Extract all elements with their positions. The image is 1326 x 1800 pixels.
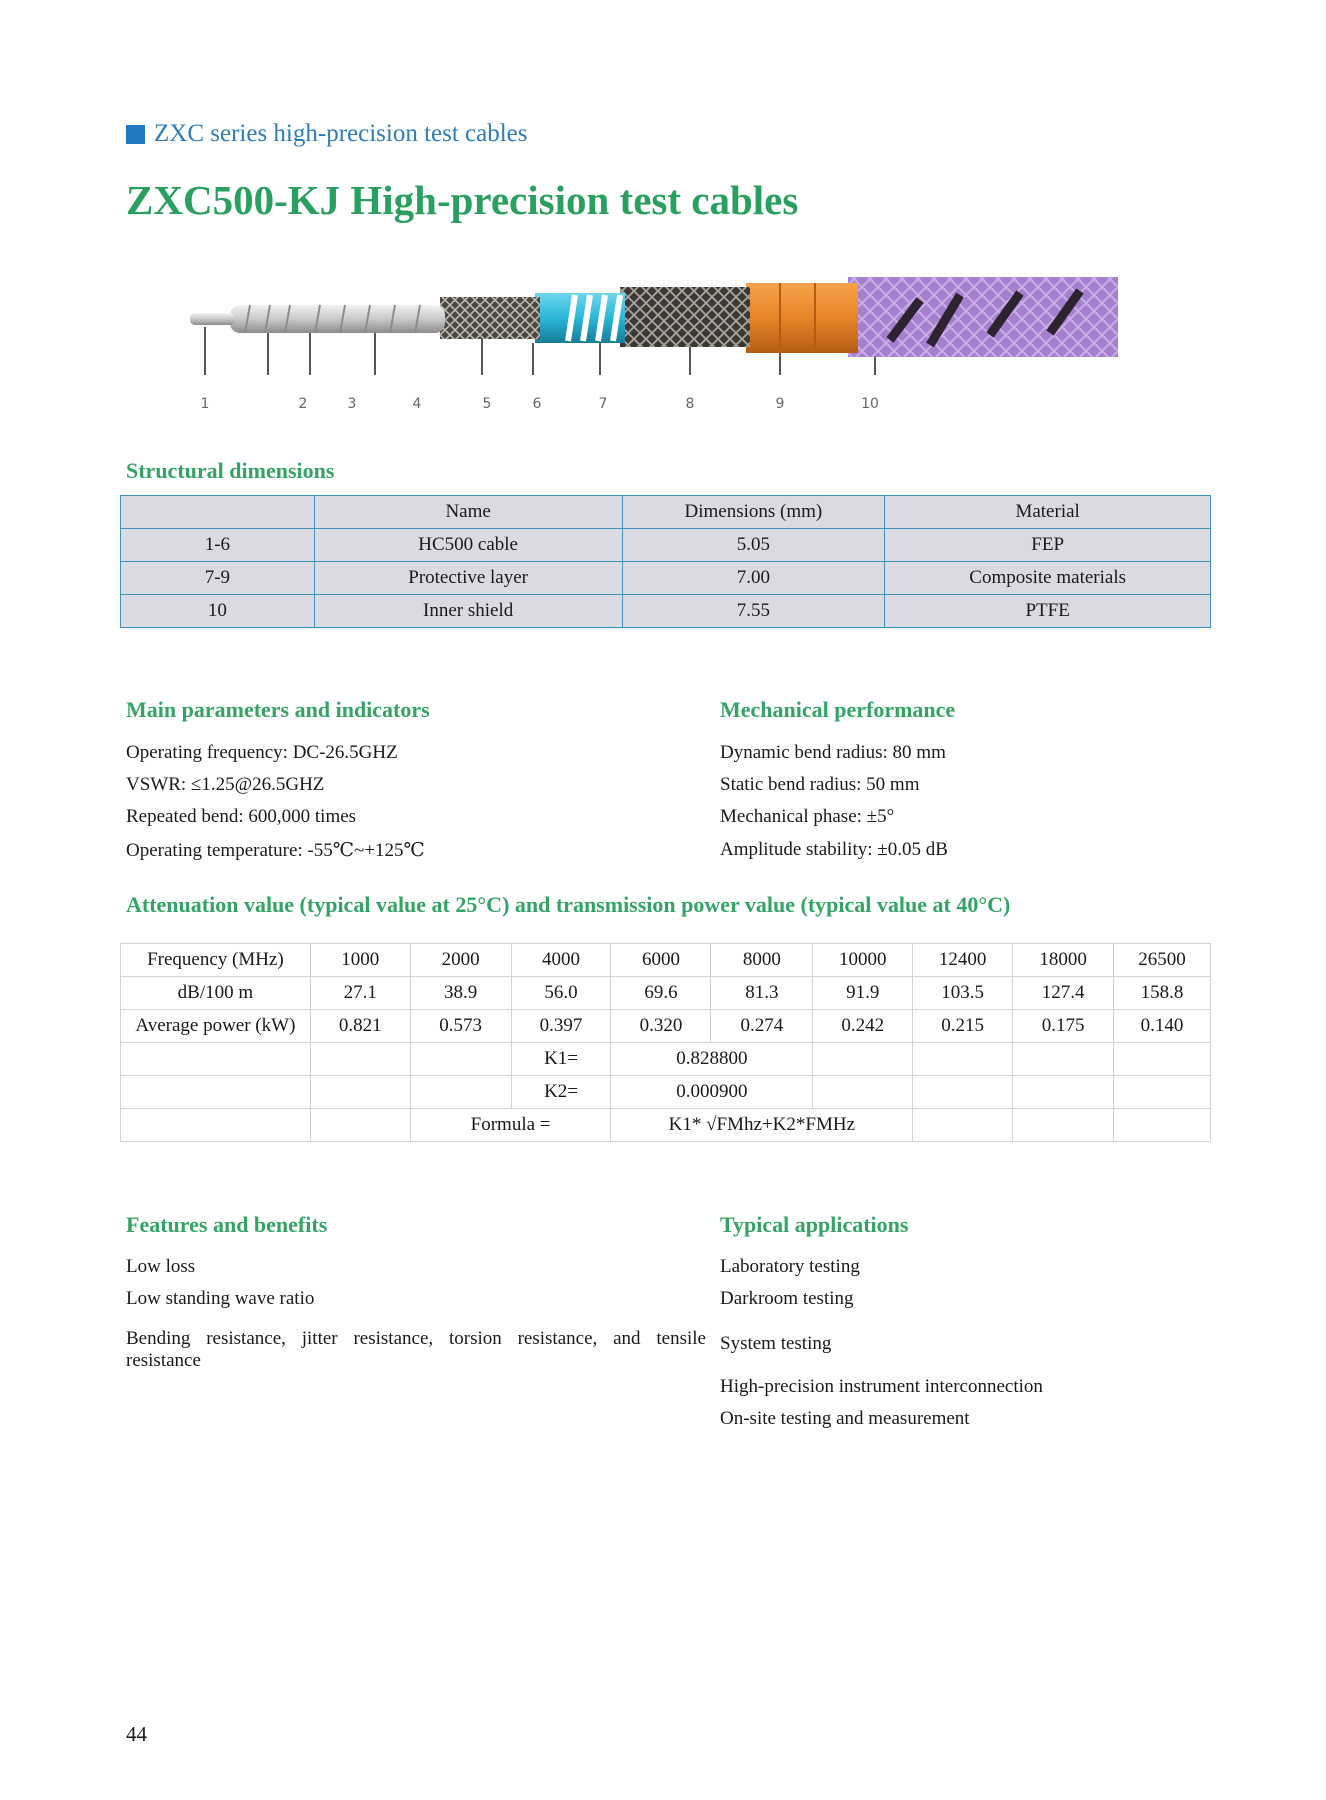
application-item: Laboratory testing <box>720 1256 860 1277</box>
table-cell: 27.1 <box>310 977 410 1010</box>
table-cell: Protective layer <box>314 562 622 595</box>
table-row <box>121 529 1211 562</box>
structural-dimensions-table <box>120 495 1211 628</box>
formula-row <box>121 1109 1211 1142</box>
param-operating-temperature: Operating temperature: -55℃~+125℃ <box>126 840 425 861</box>
table-row <box>121 562 1211 595</box>
feature-item: Low loss <box>126 1256 196 1277</box>
diagram-label-6: 6 <box>532 396 542 412</box>
diagram-label-3: 3 <box>347 396 357 412</box>
row-label: Average power (kW) <box>121 1010 311 1043</box>
frequency-row <box>121 944 1211 977</box>
table-cell: 38.9 <box>410 977 511 1010</box>
diagram-label-7: 7 <box>598 396 608 412</box>
formula-label: Formula = <box>410 1109 611 1142</box>
table-cell: 103.5 <box>913 977 1013 1010</box>
row-label: Frequency (MHz) <box>121 944 311 977</box>
table-cell: 2000 <box>410 944 511 977</box>
structural-dimensions-title: Structural dimensions <box>126 458 335 483</box>
feature-item: Bending resistance, jitter resistance, torsion resistance, and tensile resistance <box>126 1328 706 1371</box>
outer-braid-layer <box>620 287 750 347</box>
series-text: ZXC series high-precision test cables <box>154 120 528 147</box>
table-cell: Inner shield <box>314 595 622 628</box>
table-cell: 7-9 <box>121 562 315 595</box>
table-cell: Composite materials <box>885 562 1211 595</box>
center-conductor <box>190 313 235 325</box>
page-title: ZXC500-KJ High-precision test cables <box>126 177 799 223</box>
header-cell: Dimensions (mm) <box>622 496 885 529</box>
table-cell: FEP <box>885 529 1211 562</box>
table-cell: 0.573 <box>410 1010 511 1043</box>
table-cell: 0.397 <box>511 1010 611 1043</box>
table-cell: 12400 <box>913 944 1013 977</box>
table-cell: 6000 <box>611 944 711 977</box>
diagram-label-2: 2 <box>298 396 308 412</box>
mech-dynamic-bend-radius: Dynamic bend radius: 80 mm <box>720 742 946 763</box>
formula-value: K1* √FMhz+K2*FMHz <box>611 1109 913 1142</box>
main-parameters-title: Main parameters and indicators <box>126 697 430 722</box>
outer-jacket <box>848 277 1118 357</box>
table-cell: 56.0 <box>511 977 611 1010</box>
table-cell: 69.6 <box>611 977 711 1010</box>
k1-label: K1= <box>511 1043 611 1076</box>
mechanical-performance-title: Mechanical performance <box>720 697 956 722</box>
header-cell: Name <box>314 496 622 529</box>
table-cell: 5.05 <box>622 529 885 562</box>
db-row <box>121 977 1211 1010</box>
diagram-label-4: 4 <box>412 396 422 412</box>
orange-tape-layer <box>746 283 858 353</box>
diagram-label-1: 1 <box>200 396 210 412</box>
table-cell: 4000 <box>511 944 611 977</box>
table-cell: 18000 <box>1013 944 1114 977</box>
mech-static-bend-radius: Static bend radius: 50 mm <box>720 774 920 795</box>
application-item: High-precision instrument interconnection <box>720 1376 1043 1397</box>
power-row <box>121 1010 1211 1043</box>
table-cell: 0.242 <box>813 1010 913 1043</box>
applications-title: Typical applications <box>720 1212 909 1237</box>
table-cell: PTFE <box>885 595 1211 628</box>
header-cell: Material <box>885 496 1211 529</box>
table-cell: 81.3 <box>711 977 813 1010</box>
table-cell: 7.55 <box>622 595 885 628</box>
table-cell: 1-6 <box>121 529 315 562</box>
k2-label: K2= <box>511 1076 611 1109</box>
table-cell: HC500 cable <box>314 529 622 562</box>
table-cell: 8000 <box>711 944 813 977</box>
inner-braid-layer <box>440 297 540 339</box>
k1-value: 0.828800 <box>611 1043 813 1076</box>
attenuation-title: Attenuation value (typical value at 25°C) and transmission power value (typical value at 40°C) <box>126 892 1011 917</box>
k1-row <box>121 1043 1211 1076</box>
diagram-label-10: 10 <box>861 396 879 412</box>
diagram-label-5: 5 <box>482 396 492 412</box>
series-heading <box>126 120 528 148</box>
table-cell: 10 <box>121 595 315 628</box>
table-header-row <box>121 496 1211 529</box>
diagram-label-8: 8 <box>685 396 695 412</box>
table-cell: 158.8 <box>1114 977 1211 1010</box>
cable-structure-diagram <box>190 255 1150 425</box>
k2-row <box>121 1076 1211 1109</box>
table-cell: 10000 <box>813 944 913 977</box>
features-title: Features and benefits <box>126 1212 328 1237</box>
diagram-label-9: 9 <box>775 396 785 412</box>
k2-value: 0.000900 <box>611 1076 813 1109</box>
table-cell: 0.274 <box>711 1010 813 1043</box>
param-operating-frequency: Operating frequency: DC-26.5GHZ <box>126 742 398 763</box>
table-cell: 1000 <box>310 944 410 977</box>
row-label: dB/100 m <box>121 977 311 1010</box>
square-bullet-icon <box>126 125 145 144</box>
table-cell: 0.175 <box>1013 1010 1114 1043</box>
application-item: Darkroom testing <box>720 1288 854 1309</box>
mech-mechanical-phase: Mechanical phase: ±5° <box>720 806 895 827</box>
mech-amplitude-stability: Amplitude stability: ±0.05 dB <box>720 839 948 860</box>
param-repeated-bend: Repeated bend: 600,000 times <box>126 806 357 827</box>
table-cell: 0.215 <box>913 1010 1013 1043</box>
table-cell: 0.320 <box>611 1010 711 1043</box>
param-vswr: VSWR: ≤1.25@26.5GHZ <box>126 774 325 795</box>
table-row <box>121 595 1211 628</box>
silver-spiral-layer <box>230 305 445 333</box>
header-cell <box>121 496 315 529</box>
attenuation-table <box>120 943 1211 1142</box>
application-item: On-site testing and measurement <box>720 1408 970 1429</box>
application-item: System testing <box>720 1333 832 1354</box>
table-cell: 0.821 <box>310 1010 410 1043</box>
table-cell: 127.4 <box>1013 977 1114 1010</box>
table-cell: 0.140 <box>1114 1010 1211 1043</box>
table-cell: 26500 <box>1114 944 1211 977</box>
table-cell: 91.9 <box>813 977 913 1010</box>
page-number: 44 <box>126 1722 147 1746</box>
table-cell: 7.00 <box>622 562 885 595</box>
feature-item: Low standing wave ratio <box>126 1288 315 1309</box>
